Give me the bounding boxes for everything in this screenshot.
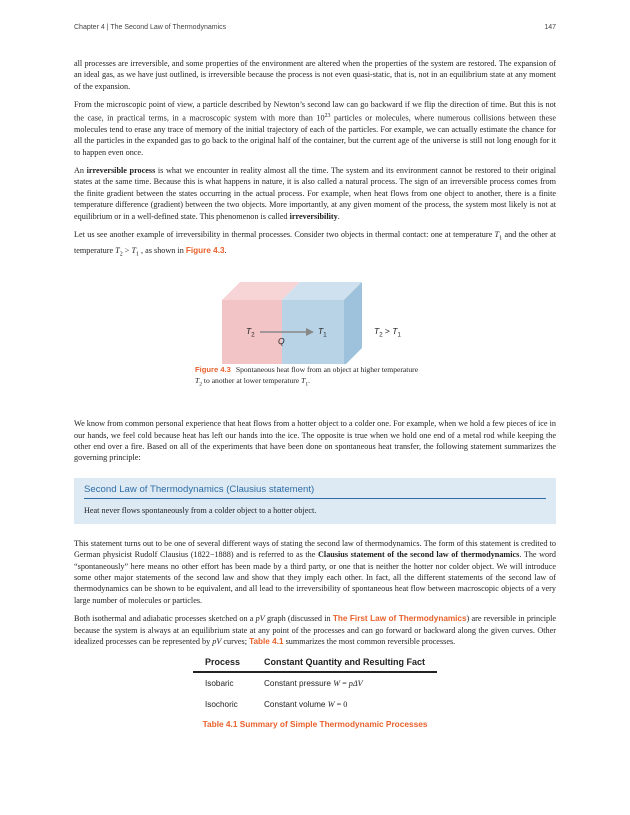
process-cell: Isobaric xyxy=(204,679,234,689)
table-caption: Table 4.1 Summary of Simple Thermodynamic Processes xyxy=(202,719,428,730)
paragraph-6: This statement turns out to be one of several different ways of stating the second law of thermodynamics. The form of this statement is credited to German physicist Rudolf Clausius (1822−1888) and is referred to as the Clausius statement of the second law of thermodynamics. The word “spontaneously” here means no other effort has been made by a third party, or one that is neither the hotter nor colder object. We will introduce some other major statements of the second law and show that they imply each other. In fact, all the different statements of the second law of thermodynamics can be shown to be equivalent, and all lead to the irreversibility of spontaneous heat flow between macroscopic objects of a very large number of molecules or particles. xyxy=(74,538,556,605)
table-4-1-link[interactable]: Table 4.1 xyxy=(249,636,284,646)
processes-table xyxy=(193,654,437,715)
paragraph-4: Let us see another example of irreversibility in thermal processes. Consider two objects in thermal contact: one at temperature $T_1$ and the other at temperature $T_2 > T_1$ , as shown in Figure 4.3. xyxy=(74,230,556,258)
term-irreversible-process: irreversible process xyxy=(86,165,156,175)
callout-text: Heat never flows spontaneously from a colder object to a hotter object. xyxy=(84,505,317,515)
process-cell: Isochoric xyxy=(204,700,238,710)
callout-title: Second Law of Thermodynamics (Clausius statement) xyxy=(84,484,546,499)
table-row xyxy=(193,672,437,694)
label-t1: $T_1$ xyxy=(318,326,327,339)
label-q: Q xyxy=(278,336,285,347)
chapter-title: Chapter 4 | The Second Law of Thermodynamics xyxy=(74,24,227,31)
paragraph-7: Both isothermal and adiabatic processes sketched on a pV graph (discussed in The First Law of Thermodynamics) are reversible in principle because the system is always at an equilibrium state at any point of the processes and can go forward or backward along the given curves. Other idealized processes can be represented by pV curves; Table 4.1 summarizes the most common reversible processes. xyxy=(74,614,557,646)
term-irreversibility: irreversibility xyxy=(289,211,338,221)
temperature-relation: $T_2 > T_1$ xyxy=(374,326,401,339)
figure-4-3 xyxy=(74,268,556,408)
running-header xyxy=(74,24,556,36)
fact-cell: Constant volume W = 0 xyxy=(264,700,348,710)
page-body xyxy=(74,58,556,729)
column-header-fact: Constant Quantity and Resulting Fact xyxy=(252,654,437,672)
clausius-statement-callout xyxy=(74,478,556,524)
figure-label: Figure 4.3 xyxy=(195,365,231,375)
paragraph-5: We know from common personal experience that heat flows from a hotter object to a colder one. For example, when we hold a few pieces of ice in our hands, we feel cold because heat has left our hands into the ice. The opposite is true when we hold one end of a metal rod while keeping the other end over a fire. Based on all of the experiments that have been done on spontaneous heat transfer, the following statement summarizes the governing principle: xyxy=(74,419,556,463)
figure-4-3-link[interactable]: Figure 4.3 xyxy=(185,246,225,256)
term-clausius-statement: Clausius statement of the second law of thermodynamics xyxy=(318,550,520,560)
exponent: 23 xyxy=(324,112,331,119)
heat-flow-diagram xyxy=(74,268,556,364)
table-header-row xyxy=(193,654,437,672)
table-row xyxy=(193,694,437,715)
first-law-link[interactable]: The First Law of Thermodynamics xyxy=(332,614,467,624)
fact-cell: Constant pressure W = pΔV xyxy=(264,679,363,689)
paragraph-2: From the microscopic point of view, a particle described by Newton’s second law can go backward if we flip the direction of time. But this is not the case, in practical terms, in a macroscopic system with more than $10^{23}$ particles or molecules, where numerous collisions between these molecules tend to erase any trace of memory of the initial trajectory of each of the particles. For example, we can actually estimate the chance for all the particles in the expanded gas to go back to the original half of the container, but the current age of the universe is still not long enough for it to happen even once. xyxy=(74,100,556,157)
page-number: 147 xyxy=(544,24,556,31)
label-t2: $T_2$ xyxy=(246,326,255,339)
paragraph-3: An irreversible process is what we encounter in reality almost all the time. The system and its environment cannot be restored to their original states at the same time. Because this is what happens in nature, it is also called a natural process. The sign of an irreversible process comes from the finite gradient between the states occurring in the actual process. For example, when heat flows from one object to another, there is a finite temperature difference (gradient) between the two objects. More importantly, at any given moment of the process, the system most likely is not at equilibrium or in a well-defined state. This phenomenon is called irreversibility. xyxy=(74,165,556,221)
exponent-base: 10 xyxy=(316,113,325,123)
column-header-process: Process xyxy=(193,654,252,672)
figure-caption: Figure 4.3 Spontaneous heat flow from an object at higher temperature $T_2$ to another at lower temperature $T_1$. xyxy=(195,365,419,388)
paragraph-1: all processes are irreversible, and some properties of the environment are altered when the properties of the system are restored. The expansion of an ideal gas, as we have just outlined, is irreversible because the process is not even quasi-static, that is, not in an equilibrium state at any moment of the expansion. xyxy=(74,59,556,91)
